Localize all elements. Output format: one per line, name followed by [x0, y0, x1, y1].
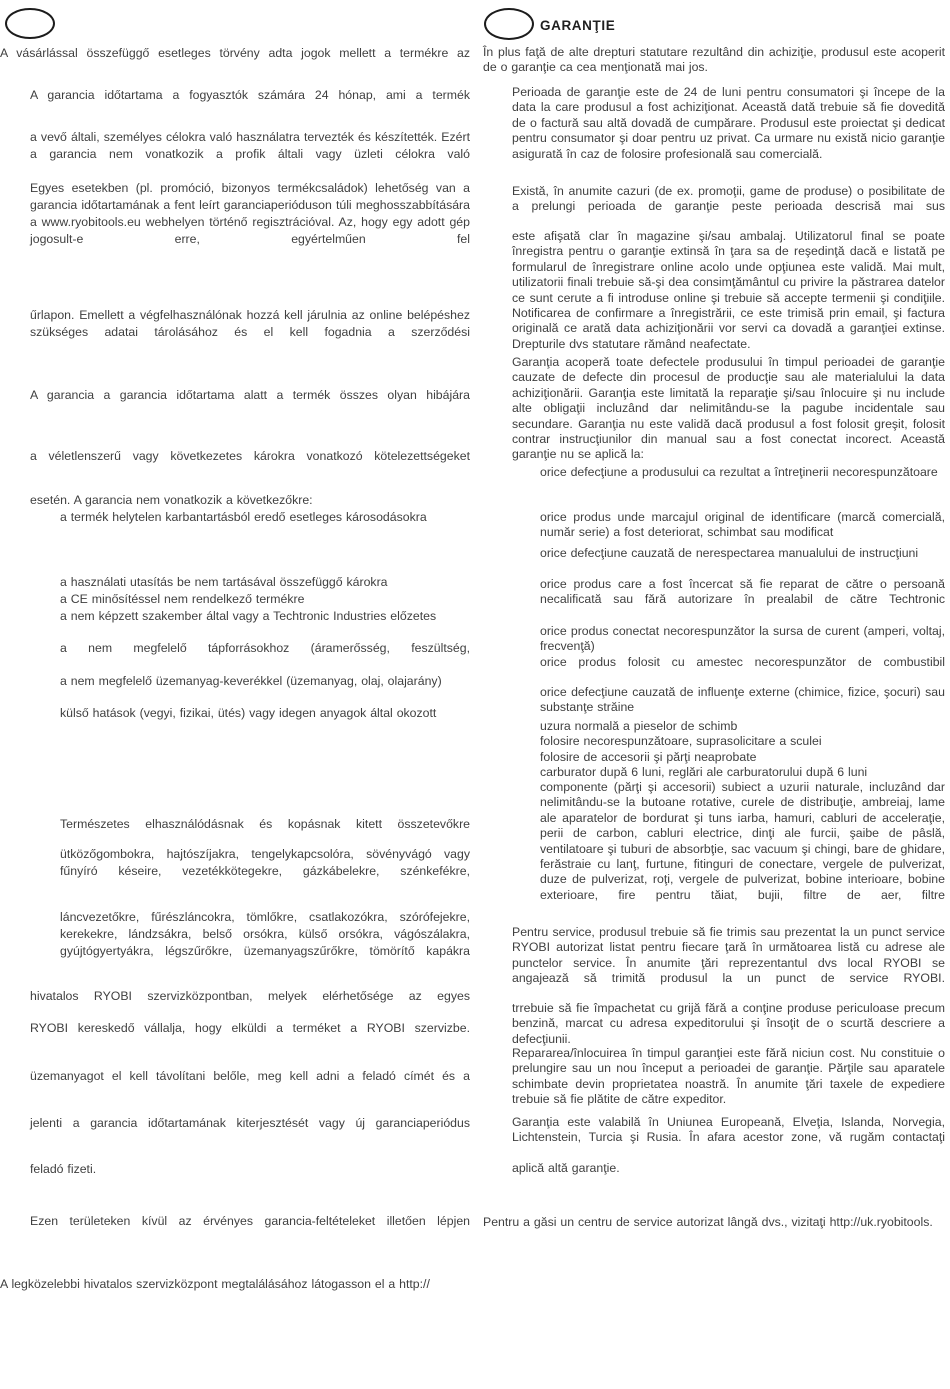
hu-list-item-maintenance: a termék helytelen karbantartásból eredő esetleges károsodásokra	[60, 510, 427, 524]
hu-paragraph-shipping: üzemanyagot el kell távolítani belőle, meg kell adni a feladó címét és a	[30, 1069, 470, 1083]
hu-list-item-ce: a CE minősítéssel nem rendelkező termékre	[60, 592, 305, 606]
hu-list-item-parts-2: láncvezetőkre, fűrészláncokra, tömlőkre, csatlakozókra, szórófejekre, kerekekre, lándzsákra, belső orsókra, külső orsókra, vágószálakra, gyújtógyertyákra, légszűrőkre, üzemanyagszűrőkre, tömörítő kapákra	[60, 910, 470, 958]
ro-list-item-normal-wear: uzura normală a pieselor de schimb	[540, 719, 738, 733]
hu-paragraph-online-consent: űrlapon. Emellett a végfelhasználónak hozzá kell járulnia az online belépéshez szükséges adatai tárolásához és el kell fogadnia a szerződési	[30, 308, 470, 339]
ro-list-item-maintenance: orice defecţiune a produsului ca rezultat a întreţinerii necorespunzătoare	[540, 465, 938, 479]
hu-list-item-external: külső hatások (vegyi, fizikai, ütés) vagy idegen anyagok által okozott	[60, 706, 437, 720]
hu-paragraph-registration: Egyes esetekben (pl. promóció, bizonyos termékcsaládok) lehetőség van a garancia időtartamának a fent leírt garanciaperióduson túli meghosszabbítására a www.ryobitools.eu webhelyen történő regisztrációval. Az, hogy egy adott gép jogosult-e erre, egyértelműen fel	[30, 181, 470, 246]
hu-paragraph-intro: A vásárlással összefüggő esetleges törvény adta jogok mellett a termékre az	[0, 46, 470, 60]
hu-list-item-power-source: a nem megfelelő tápforrásokhoz (áramerősség, feszültség,	[60, 641, 470, 655]
hu-list-item-wear: Természetes elhasználódásnak és kopásnak kitett összetevőkre	[60, 817, 470, 831]
hu-paragraph-dealer: RYOBI kereskedő vállalja, hogy elküldi a terméket a RYOBI szervizbe.	[30, 1021, 470, 1035]
hu-list-item-parts-1: ütközőgombokra, hajtószíjakra, tengelykapcsolóra, sövényvágó vagy fűnyíró késeire, vezetékkötegekre, gázkábelekre, szénkefékre,	[60, 847, 470, 878]
language-badge-oval-ro	[484, 8, 534, 40]
section-title-garantie: GARANŢIE	[540, 18, 616, 33]
ro-list-item-carburetor: carburator după 6 luni, reglări ale carburatorului după 6 luni	[540, 765, 868, 779]
hu-list-item-manual: a használati utasítás be nem tartásával összefüggő károkra	[60, 575, 388, 589]
ro-paragraph-find-service: Pentru a găsi un centru de service autorizat lângă dvs., vizitaţi http://uk.ryobitools.	[483, 1215, 933, 1229]
hu-list-item-fuel-mix: a nem megfelelő üzemanyag-keverékkel (üzemanyag, olaj, olajarány)	[60, 674, 442, 688]
ro-list-item-external: orice defecţiune cauzată de influenţe externe (chimice, fizice, şocuri) sau substanţe străine	[540, 685, 945, 715]
ro-paragraph-other-warranty: aplică altă garanţie.	[512, 1161, 620, 1175]
hu-paragraph-private-use: a vevő általi, személyes célokra való használatra tervezték és készítették. Ezért a garancia nem vonatkozik a profik általi vagy üzleti célokra való	[30, 130, 470, 161]
hu-paragraph-repair: jelenti a garancia időtartamának kiterjesztését vagy új garanciaperiódus	[30, 1116, 470, 1130]
ro-paragraph-repair-cost: Repararea/înlocuirea în timpul garanţiei este fără niciun cost. Nu constituie o prelungire sau un nou început a perioadei de garanţie. Părţile sau aparatele schimbate devin proprietatea noastră. În anumite ţări taxele de expediere trebuie să fie plătite de către expeditor.	[512, 1046, 945, 1107]
ro-paragraph-extension: Există, în anumite cazuri (de ex. promoţii, game de produse) o posibilitate de a prelungi perioada de garanţie peste perioada descrisă mai sus	[512, 184, 945, 214]
ro-list-item-fuel-mix: orice produs folosit cu amestec necorespunzător de combustibil	[540, 655, 945, 669]
ro-list-item-accessories: folosire de accesorii şi părţi neaprobate	[540, 750, 757, 764]
language-badge-oval-hu	[5, 8, 55, 39]
hu-paragraph-liability: a véletlenszerű vagy következetes károkra vonatkozó kötelezettségeket	[30, 449, 470, 463]
hu-list-item-unqualified: a nem képzett szakember által vagy a Techtronic Industries előzetes	[60, 609, 437, 623]
ro-paragraph-validity-zones: Garanţia este valabilă în Uniunea Europeană, Elveţia, Islanda, Norvegia, Lichtenstein, Turcia şi Rusia. În afara acestor zone, vă rugăm contactaţi	[512, 1115, 945, 1145]
hu-paragraph-find-service: A legközelebbi hivatalos szervizközpont megtalálásához látogasson el a http://	[0, 1277, 430, 1291]
ro-list-item-power-source: orice produs conectat necorespunzător la sursa de curent (amperi, voltaj, frecvenţă)	[540, 624, 945, 654]
hu-paragraph-coverage: A garancia a garancia időtartama alatt a termék összes olyan hibájára	[30, 388, 470, 402]
hu-paragraph-warranty-period: A garancia időtartama a fogyasztók számára 24 hónap, ami a termék	[30, 88, 470, 102]
ro-list-item-components: componente (părţi şi accesorii) subiect a uzurii naturale, incluzând dar nelimitându-se la butoane rotative, curele de distribuţie, ambreiaj, lame ale aparatelor de bordurat şi tuns iarba, hamuri, cabluri de acceleraţie, perii de carbon, cabluri electrice, dinţi ale furcii, şaibe de pâslă, ventilatoare şi tuburi de absorbţie, sac vacuum şi chingi, bare de ghidare, ferăstraie cu lanţ, furtune, fitinguri de conectare, vergele de pulverizat, duze de pulverizat, roţi, vergele de pulverizat, bobine interioare, bobine exterioare, fire pentru tăiat, bujii, filtre de aer, filtre	[540, 780, 945, 902]
ro-list-item-manual: orice defecţiune cauzată de nerespectarea manualului de instrucţiuni	[540, 546, 919, 560]
hu-paragraph-exclusions-lead: esetén. A garancia nem vonatkozik a következőkre:	[30, 493, 313, 507]
hu-paragraph-service-center: hivatalos RYOBI szervizközpontban, melyek elérhetősége az egyes	[30, 989, 470, 1003]
ro-paragraph-packaging: trrebuie să fie împachetat cu grijă fără a conţine produse periculoase precum benzină, marcat cu adresa expeditorului şi însoţit de o scurtă descriere a defecţiunii.	[512, 1001, 945, 1046]
ro-paragraph-intro: În plus faţă de alte drepturi statutare rezultând din achiziţie, produsul este acoperit de o garanţie ca cea menţionată mai jos.	[483, 45, 945, 75]
ro-list-item-overload: folosire necorespunzătoare, suprasolicitare a sculei	[540, 734, 822, 748]
ro-list-item-unqualified: orice produs care a fost încercat să fie reparat de către o persoană necalificată sau fără autorizare în prealabil de către Techtronic	[540, 577, 945, 607]
ro-paragraph-coverage: Garanţia acoperă toate defectele produsului în timpul perioadei de garanţie cauzate de defecte din procesul de producţie sau ale materialului la data achiziţionării. Garanţia este limitată la reparaţie şi/sau înlocuire şi nu include alte obligaţii incluzând dar nelimitându-se la pagube incidentale sau secundare. Garanţia nu este validă dacă produsul a fost folosit greşit, folosit contrar instrucţiunilor din manual sau a fost conectat incorect. Această garanţie nu se aplică la:	[512, 355, 945, 462]
ro-paragraph-warranty-period: Perioada de garanţie este de 24 de luni pentru consumatori şi începe de la data la care produsul a fost achiziţionat. Această dată trebuie să fie dovedită de o factură sau altă dovadă de cumpărare. Produsul este proiectat şi dedicat pentru consumator şi doar pentru uz privat. Ca urmare nu există nicio garanţie asigurată în caz de folosire profesională sau comercială.	[512, 85, 945, 161]
ro-paragraph-service: Pentru service, produsul trebuie să fie trimis sau prezentat la un punct service RYOBI autorizat listat pentru fiecare ţară în următoarea listă cu adrese ale punctelor service. În anumite ţări reprezentantul dvs local RYOBI se angajează să trimită produsul la un punct de service RYOBI.	[512, 925, 945, 986]
hu-paragraph-outside-areas: Ezen területeken kívül az érvényes garancia-feltételeket illetően lépjen	[30, 1214, 470, 1228]
hu-paragraph-sender-pays: feladó fizeti.	[30, 1162, 97, 1176]
ro-list-item-marking: orice produs unde marcajul original de identificare (marcă comercială, număr serie) a fost deteriorat, schimbat sau modificat	[540, 510, 945, 540]
ro-paragraph-registration: este afişată clar în magazine şi/sau ambalaj. Utilizatorul final se poate înregistra pentru o garanţie extinsă în ţara sa de reşedinţă dacă e listată pe formularul de înregistrare online acolo unde opţiunea este validă. Mai mult, utilizatorii finali trebuie să-şi dea consimţământul cu privire la păstrarea datelor ce sunt cerute a fi introduse online şi trebuie să accepte termenii şi condiţiile. Notificarea de confirmare a înregistrării, ce este trimisă prin email, şi factura originală ce arată data achiziţionării vor servi ca dovadă a garanţiei extinse. Drepturile dvs statutare rămând neafectate.	[512, 229, 945, 351]
